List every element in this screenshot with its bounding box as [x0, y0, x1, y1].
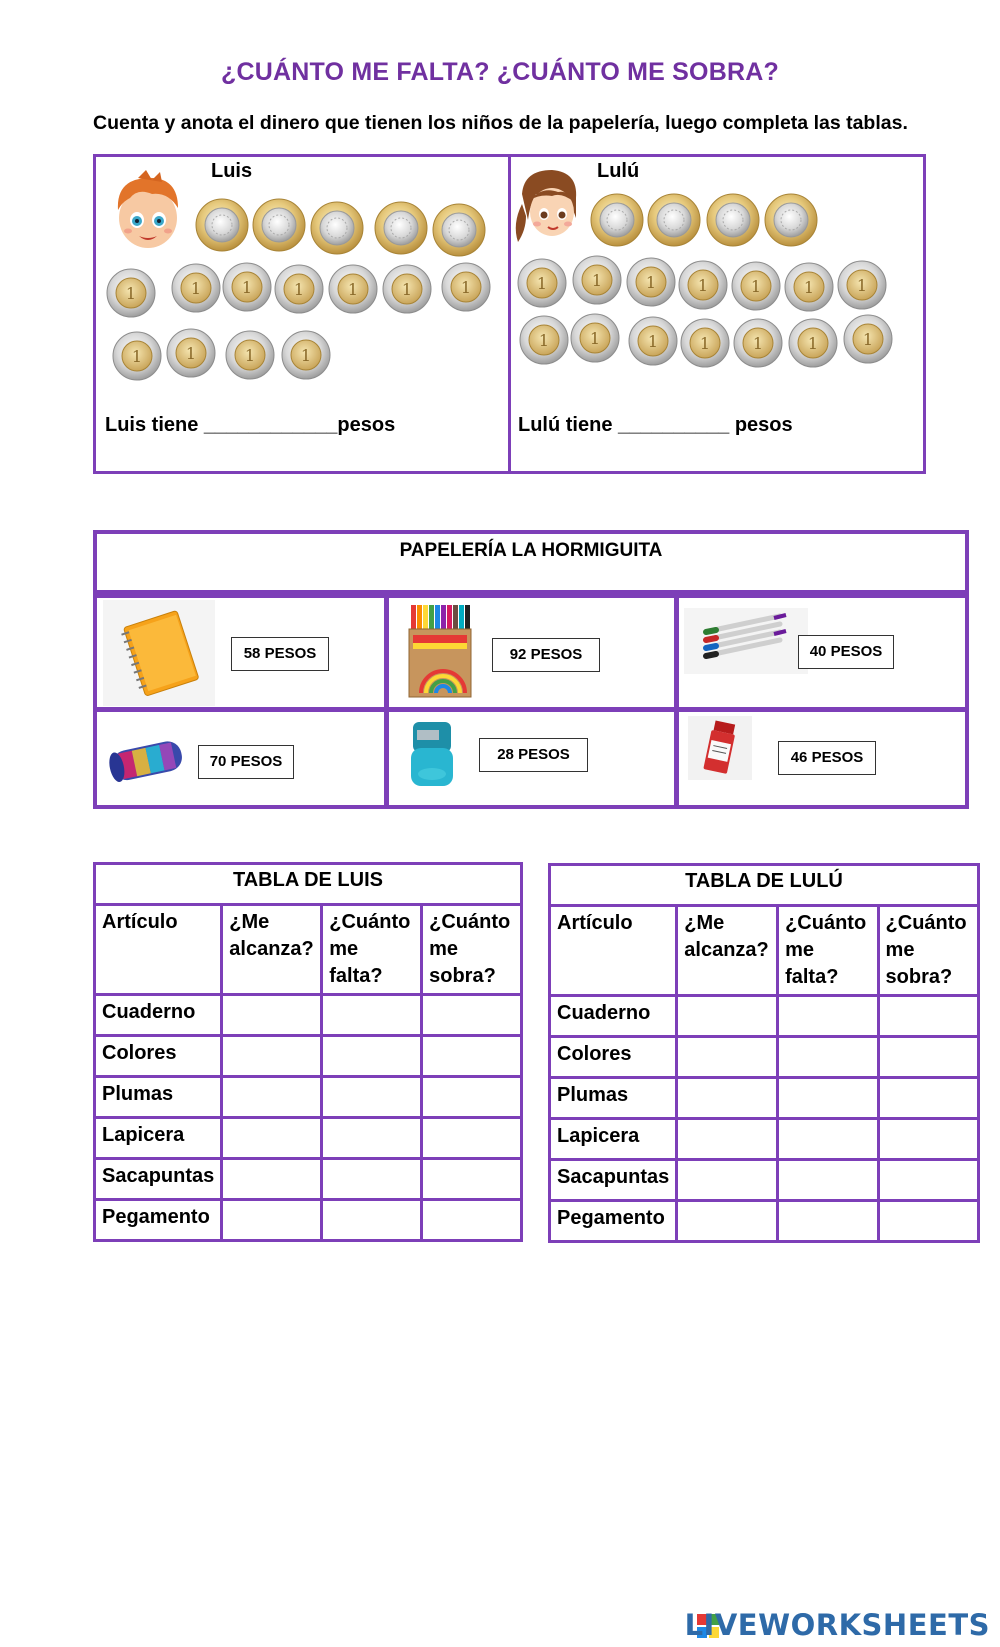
column-header-articulo: Artículo: [96, 906, 220, 993]
one-peso-coin: [517, 258, 567, 308]
answer-cell[interactable]: [880, 1202, 977, 1240]
answer-cell[interactable]: [779, 1120, 876, 1158]
one-peso-coin: [784, 262, 834, 312]
svg-text:1: 1: [752, 334, 764, 353]
one-peso-coin: [274, 264, 324, 314]
row-label: Cuaderno: [551, 997, 675, 1035]
one-peso-coin: [731, 261, 781, 311]
answer-cell[interactable]: [323, 1201, 420, 1239]
ten-peso-coin: [590, 193, 644, 247]
lulu-table-caption: TABLA DE LULÚ: [551, 866, 977, 904]
ten-peso-coin: [252, 198, 306, 252]
answer-cell[interactable]: [880, 1079, 977, 1117]
one-peso-coin: [519, 315, 569, 365]
answer-cell[interactable]: [880, 997, 977, 1035]
lulu-table: [548, 863, 980, 1243]
one-peso-coin: [171, 263, 221, 313]
lulu-answer-line: [518, 414, 793, 437]
one-peso-coin: [788, 318, 838, 368]
svg-text:1: 1: [807, 334, 819, 353]
glue-image: [688, 716, 752, 780]
svg-text:1: 1: [647, 332, 659, 351]
answer-cell[interactable]: [423, 1078, 520, 1116]
svg-text:1: 1: [300, 346, 312, 365]
svg-text:1: 1: [862, 330, 874, 349]
one-peso-coin: [281, 330, 331, 380]
svg-text:1: 1: [699, 334, 711, 353]
answer-cell[interactable]: [779, 1038, 876, 1076]
column-header-articulo: Artículo: [551, 907, 675, 994]
ten-peso-coin: [647, 193, 701, 247]
svg-text:1: 1: [347, 280, 359, 299]
answer-cell[interactable]: [223, 1119, 320, 1157]
answer-cell[interactable]: [323, 1037, 420, 1075]
ten-peso-coin: [310, 201, 364, 255]
svg-text:1: 1: [536, 274, 548, 293]
price-glue: 46 PESOS: [778, 741, 876, 775]
price-pens: 40 PESOS: [798, 635, 894, 669]
svg-text:1: 1: [645, 273, 657, 292]
luis-table-caption: TABLA DE LUIS: [96, 865, 520, 903]
luis-answer-suffix: pesos: [337, 414, 396, 436]
answer-cell[interactable]: [223, 1201, 320, 1239]
svg-text:1: 1: [589, 329, 601, 348]
answer-cell[interactable]: [779, 1079, 876, 1117]
one-peso-coin: [106, 268, 156, 318]
column-header-me-alcanza: ¿Me alcanza?: [223, 906, 320, 993]
one-peso-coin: [112, 331, 162, 381]
row-label: Sacapuntas: [96, 1160, 220, 1198]
svg-text:1: 1: [125, 284, 137, 303]
svg-text:1: 1: [131, 347, 143, 366]
answer-cell[interactable]: [223, 996, 320, 1034]
store-title: PAPELERÍA LA HORMIGUITA: [399, 540, 663, 561]
one-peso-coin: [382, 264, 432, 314]
answer-cell[interactable]: [880, 1120, 977, 1158]
luis-table: [93, 862, 523, 1242]
answer-cell[interactable]: [423, 1201, 520, 1239]
row-label: Pegamento: [96, 1201, 220, 1239]
svg-text:1: 1: [293, 280, 305, 299]
row-label: Plumas: [96, 1078, 220, 1116]
notebook-image: [103, 600, 215, 706]
answer-cell[interactable]: [880, 1038, 977, 1076]
one-peso-coin: [222, 262, 272, 312]
svg-text:1: 1: [591, 271, 603, 290]
sharpener-image: [407, 718, 457, 790]
svg-text:1: 1: [190, 279, 202, 298]
pencil-case-image: [106, 732, 186, 788]
row-label: Colores: [551, 1038, 675, 1076]
one-peso-coin: [626, 257, 676, 307]
svg-text:1: 1: [750, 277, 762, 296]
luis-answer-line: [105, 414, 395, 437]
answer-cell[interactable]: [423, 1119, 520, 1157]
answer-cell[interactable]: [678, 1202, 776, 1240]
ten-peso-coin: [764, 193, 818, 247]
svg-text:1: 1: [244, 346, 256, 365]
one-peso-coin: [678, 260, 728, 310]
answer-cell[interactable]: [779, 997, 876, 1035]
colored-pencils-image: [407, 603, 473, 699]
row-label: Plumas: [551, 1079, 675, 1117]
answer-cell[interactable]: [323, 1119, 420, 1157]
one-peso-coin: [843, 314, 893, 364]
one-peso-coin: [628, 316, 678, 366]
one-peso-coin: [733, 318, 783, 368]
one-peso-coin: [225, 330, 275, 380]
lulu-answer-suffix: pesos: [734, 414, 793, 436]
answer-cell[interactable]: [323, 1078, 420, 1116]
svg-text:1: 1: [460, 278, 472, 297]
lulu-answer-blank[interactable]: __________: [618, 414, 730, 436]
luis-avatar: [108, 168, 188, 252]
answer-cell[interactable]: [779, 1202, 876, 1240]
svg-text:1: 1: [538, 331, 550, 350]
answer-cell[interactable]: [678, 1120, 776, 1158]
lulu-avatar: [512, 164, 584, 250]
svg-text:1: 1: [241, 278, 253, 297]
lulu-answer-prefix: Lulú tiene: [518, 414, 613, 436]
row-label: Lapicera: [96, 1119, 220, 1157]
answer-cell[interactable]: [223, 1160, 320, 1198]
svg-text:1: 1: [856, 276, 868, 295]
answer-cell[interactable]: [323, 1160, 420, 1198]
row-label: Pegamento: [551, 1202, 675, 1240]
answer-cell[interactable]: [223, 1078, 320, 1116]
pens-image: [684, 608, 808, 674]
svg-text:1: 1: [803, 278, 815, 297]
one-peso-coin: [441, 262, 491, 312]
one-peso-coin: [166, 328, 216, 378]
price-colored-pencils: 92 PESOS: [492, 638, 600, 672]
liveworksheets-logo: LIVEWORKSHEETS: [684, 1608, 990, 1642]
column-header-me-falta: ¿Cuánto me falta?: [779, 907, 876, 994]
answer-cell[interactable]: [678, 1079, 776, 1117]
answer-cell[interactable]: [678, 1161, 776, 1199]
column-header-me-alcanza: ¿Me alcanza?: [678, 907, 776, 994]
one-peso-coin: [572, 255, 622, 305]
row-label: Cuaderno: [96, 996, 220, 1034]
ten-peso-coin: [195, 198, 249, 252]
lulu-name: Lulú: [597, 160, 640, 182]
page-title: ¿CUÁNTO ME FALTA? ¿CUÁNTO ME SOBRA?: [221, 58, 779, 86]
price-sharpener: 28 PESOS: [479, 738, 588, 772]
answer-cell[interactable]: [323, 996, 420, 1034]
answer-cell[interactable]: [880, 1161, 977, 1199]
row-label: Colores: [96, 1037, 220, 1075]
answer-cell[interactable]: [223, 1037, 320, 1075]
one-peso-coin: [570, 313, 620, 363]
luis-answer-blank[interactable]: ____________: [203, 414, 338, 436]
one-peso-coin: [328, 264, 378, 314]
one-peso-coin: [837, 260, 887, 310]
column-header-me-sobra: ¿Cuánto me sobra?: [880, 907, 977, 994]
ten-peso-coin: [432, 203, 486, 257]
row-label: Sacapuntas: [551, 1161, 675, 1199]
row-label: Lapicera: [551, 1120, 675, 1158]
answer-cell[interactable]: [779, 1161, 876, 1199]
ten-peso-coin: [706, 193, 760, 247]
svg-text:1: 1: [185, 344, 197, 363]
answer-cell[interactable]: [423, 1160, 520, 1198]
ten-peso-coin: [374, 201, 428, 255]
svg-text:1: 1: [697, 276, 709, 295]
luis-answer-prefix: Luis tiene: [105, 414, 199, 436]
one-peso-coin: [680, 318, 730, 368]
answer-cell[interactable]: [678, 997, 776, 1035]
column-header-me-falta: ¿Cuánto me falta?: [323, 906, 420, 993]
price-notebook: 58 PESOS: [231, 637, 329, 671]
answer-cell[interactable]: [423, 1037, 520, 1075]
luis-name: Luis: [211, 160, 253, 182]
answer-cell[interactable]: [678, 1038, 776, 1076]
column-header-me-sobra: ¿Cuánto me sobra?: [423, 906, 520, 993]
price-pencil-case: 70 PESOS: [198, 745, 294, 779]
svg-text:1: 1: [401, 280, 413, 299]
instructions: Cuenta y anota el dinero que tienen los niños de la papelería, luego completa las tablas.: [93, 112, 908, 134]
answer-cell[interactable]: [423, 996, 520, 1034]
